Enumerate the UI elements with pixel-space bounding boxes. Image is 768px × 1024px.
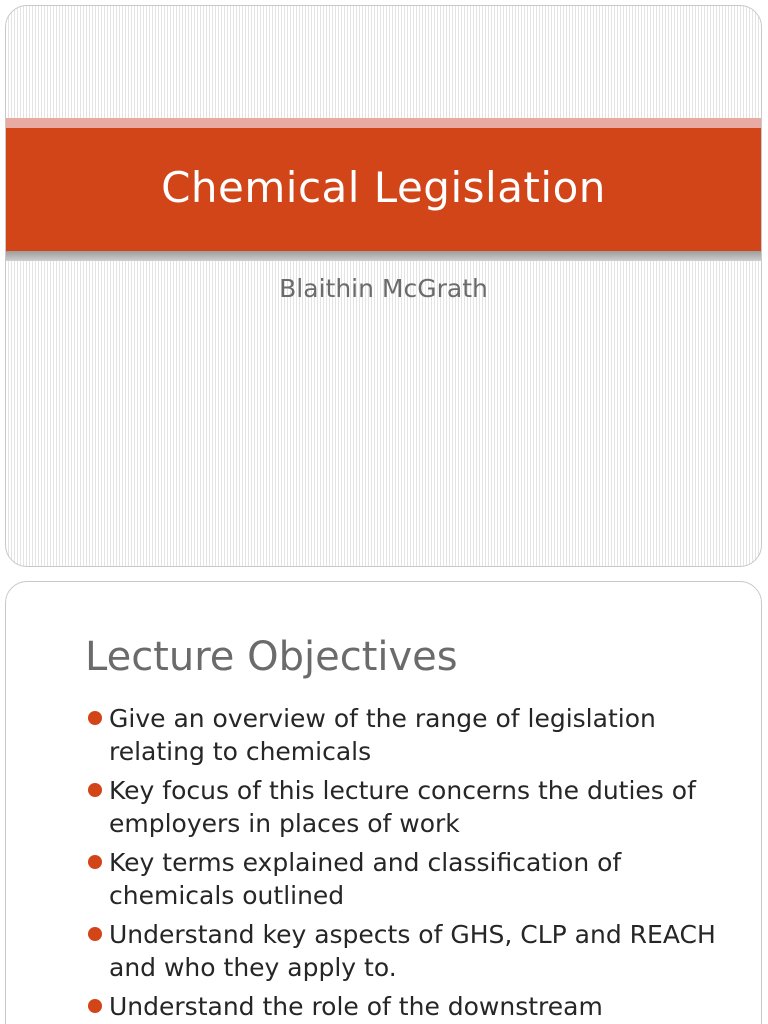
author-subtitle: Blaithin McGrath	[279, 274, 488, 303]
objective-text: Understand the role of the downstream	[109, 992, 603, 1021]
objective-text: Key terms explained and classification of chemicals outlined	[109, 848, 622, 910]
objective-item	[85, 918, 735, 984]
objective-text: Give an overview of the range of legislation relating to chemicals	[109, 704, 656, 766]
objectives-heading: Lecture Objectives	[85, 634, 458, 680]
title-band-bottom-shadow	[6, 251, 761, 261]
objective-text: Understand key aspects of GHS, CLP and REACH and who they apply to.	[109, 920, 716, 982]
objectives-slide	[5, 581, 762, 1024]
bullet-dot-icon	[88, 855, 102, 869]
bullet-dot-icon	[88, 927, 102, 941]
objective-item	[85, 846, 735, 912]
objective-text: Key focus of this lecture concerns the duties of employers in places of work	[109, 776, 696, 838]
title-band-top-stripe	[6, 118, 761, 128]
slide-title: Chemical Legislation	[161, 163, 606, 212]
title-band	[6, 128, 761, 251]
objective-item	[85, 774, 735, 840]
bullet-dot-icon	[88, 999, 102, 1013]
bullet-dot-icon	[88, 711, 102, 725]
objectives-list	[85, 702, 735, 1024]
objective-item	[85, 702, 735, 768]
objective-item	[85, 990, 735, 1023]
bullet-dot-icon	[88, 783, 102, 797]
title-slide	[5, 5, 762, 567]
